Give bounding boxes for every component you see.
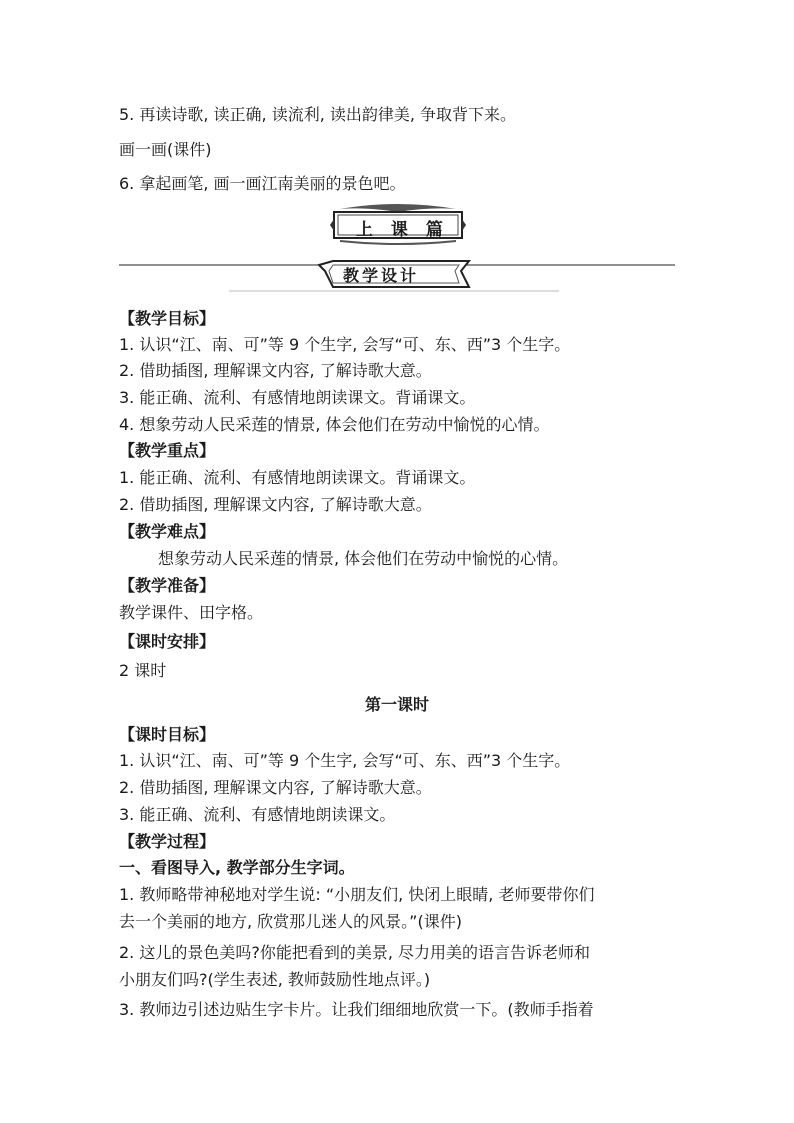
key-points-item-1: 1. 能正确、流利、有感情地朗读课文。背诵课文。 — [119, 468, 476, 487]
schedule-text: 2 课时 — [119, 661, 167, 680]
section-banner — [330, 203, 466, 245]
subsection-title: 教学设计 — [343, 266, 420, 285]
difficulty-text: 想象劳动人民采莲的情景, 体会他们在劳动中愉悦的心情。 — [158, 549, 569, 568]
key-points-heading: 【教学重点】 — [119, 441, 216, 460]
step1-title: 一、看图导入, 教学部分生字词。 — [119, 858, 355, 877]
prep-text: 教学课件、田字格。 — [119, 603, 264, 622]
process-line-2: 去一个美丽的地方, 欣赏那儿迷人的风景。”(课件) — [119, 912, 462, 931]
subsection-banner — [119, 257, 675, 293]
process-line-1: 1. 教师略带神秘地对学生说: “小朋友们, 快闭上眼睛, 老师要带你们 — [119, 885, 595, 904]
prep-heading: 【教学准备】 — [119, 576, 216, 595]
intro-draw-label: 画一画(课件) — [119, 140, 212, 159]
difficulty-heading: 【教学难点】 — [119, 522, 216, 541]
lesson1-goal-1: 1. 认识“江、南、可”等 9 个生字, 会写“可、东、西”3 个生字。 — [119, 751, 571, 770]
process-line-4: 小朋友们吗?(学生表述, 教师鼓励性地点评。) — [119, 970, 431, 989]
intro-item-6: 6. 拿起画笔, 画一画江南美丽的景色吧。 — [119, 174, 406, 193]
lesson1-goal-3: 3. 能正确、流利、有感情地朗读课文。 — [119, 805, 396, 824]
intro-item-5: 5. 再读诗歌, 读正确, 读流利, 读出韵律美, 争取背下来。 — [119, 105, 517, 124]
process-heading: 【教学过程】 — [119, 832, 216, 851]
process-line-5: 3. 教师边引述边贴生字卡片。让我们细细地欣赏一下。(教师手指着 — [119, 1000, 594, 1019]
goals-item-2: 2. 借助插图, 理解课文内容, 了解诗歌大意。 — [119, 361, 432, 380]
lesson1-goal-2: 2. 借助插图, 理解课文内容, 了解诗歌大意。 — [119, 778, 432, 797]
section-title: 上 课 篇 — [356, 220, 449, 240]
goals-item-4: 4. 想象劳动人民采莲的情景, 体会他们在劳动中愉悦的心情。 — [119, 415, 550, 434]
lesson1-goals-heading: 【课时目标】 — [119, 725, 216, 744]
lesson1-title: 第一课时 — [364, 695, 429, 714]
goals-heading: 【教学目标】 — [119, 309, 216, 328]
goals-item-3: 3. 能正确、流利、有感情地朗读课文。背诵课文。 — [119, 388, 476, 407]
key-points-item-2: 2. 借助插图, 理解课文内容, 了解诗歌大意。 — [119, 495, 432, 514]
process-line-3: 2. 这儿的景色美吗?你能把看到的美景, 尽力用美的语言告诉老师和 — [119, 943, 591, 962]
schedule-heading: 【课时安排】 — [119, 632, 216, 651]
goals-item-1: 1. 认识“江、南、可”等 9 个生字, 会写“可、东、西”3 个生字。 — [119, 335, 571, 354]
